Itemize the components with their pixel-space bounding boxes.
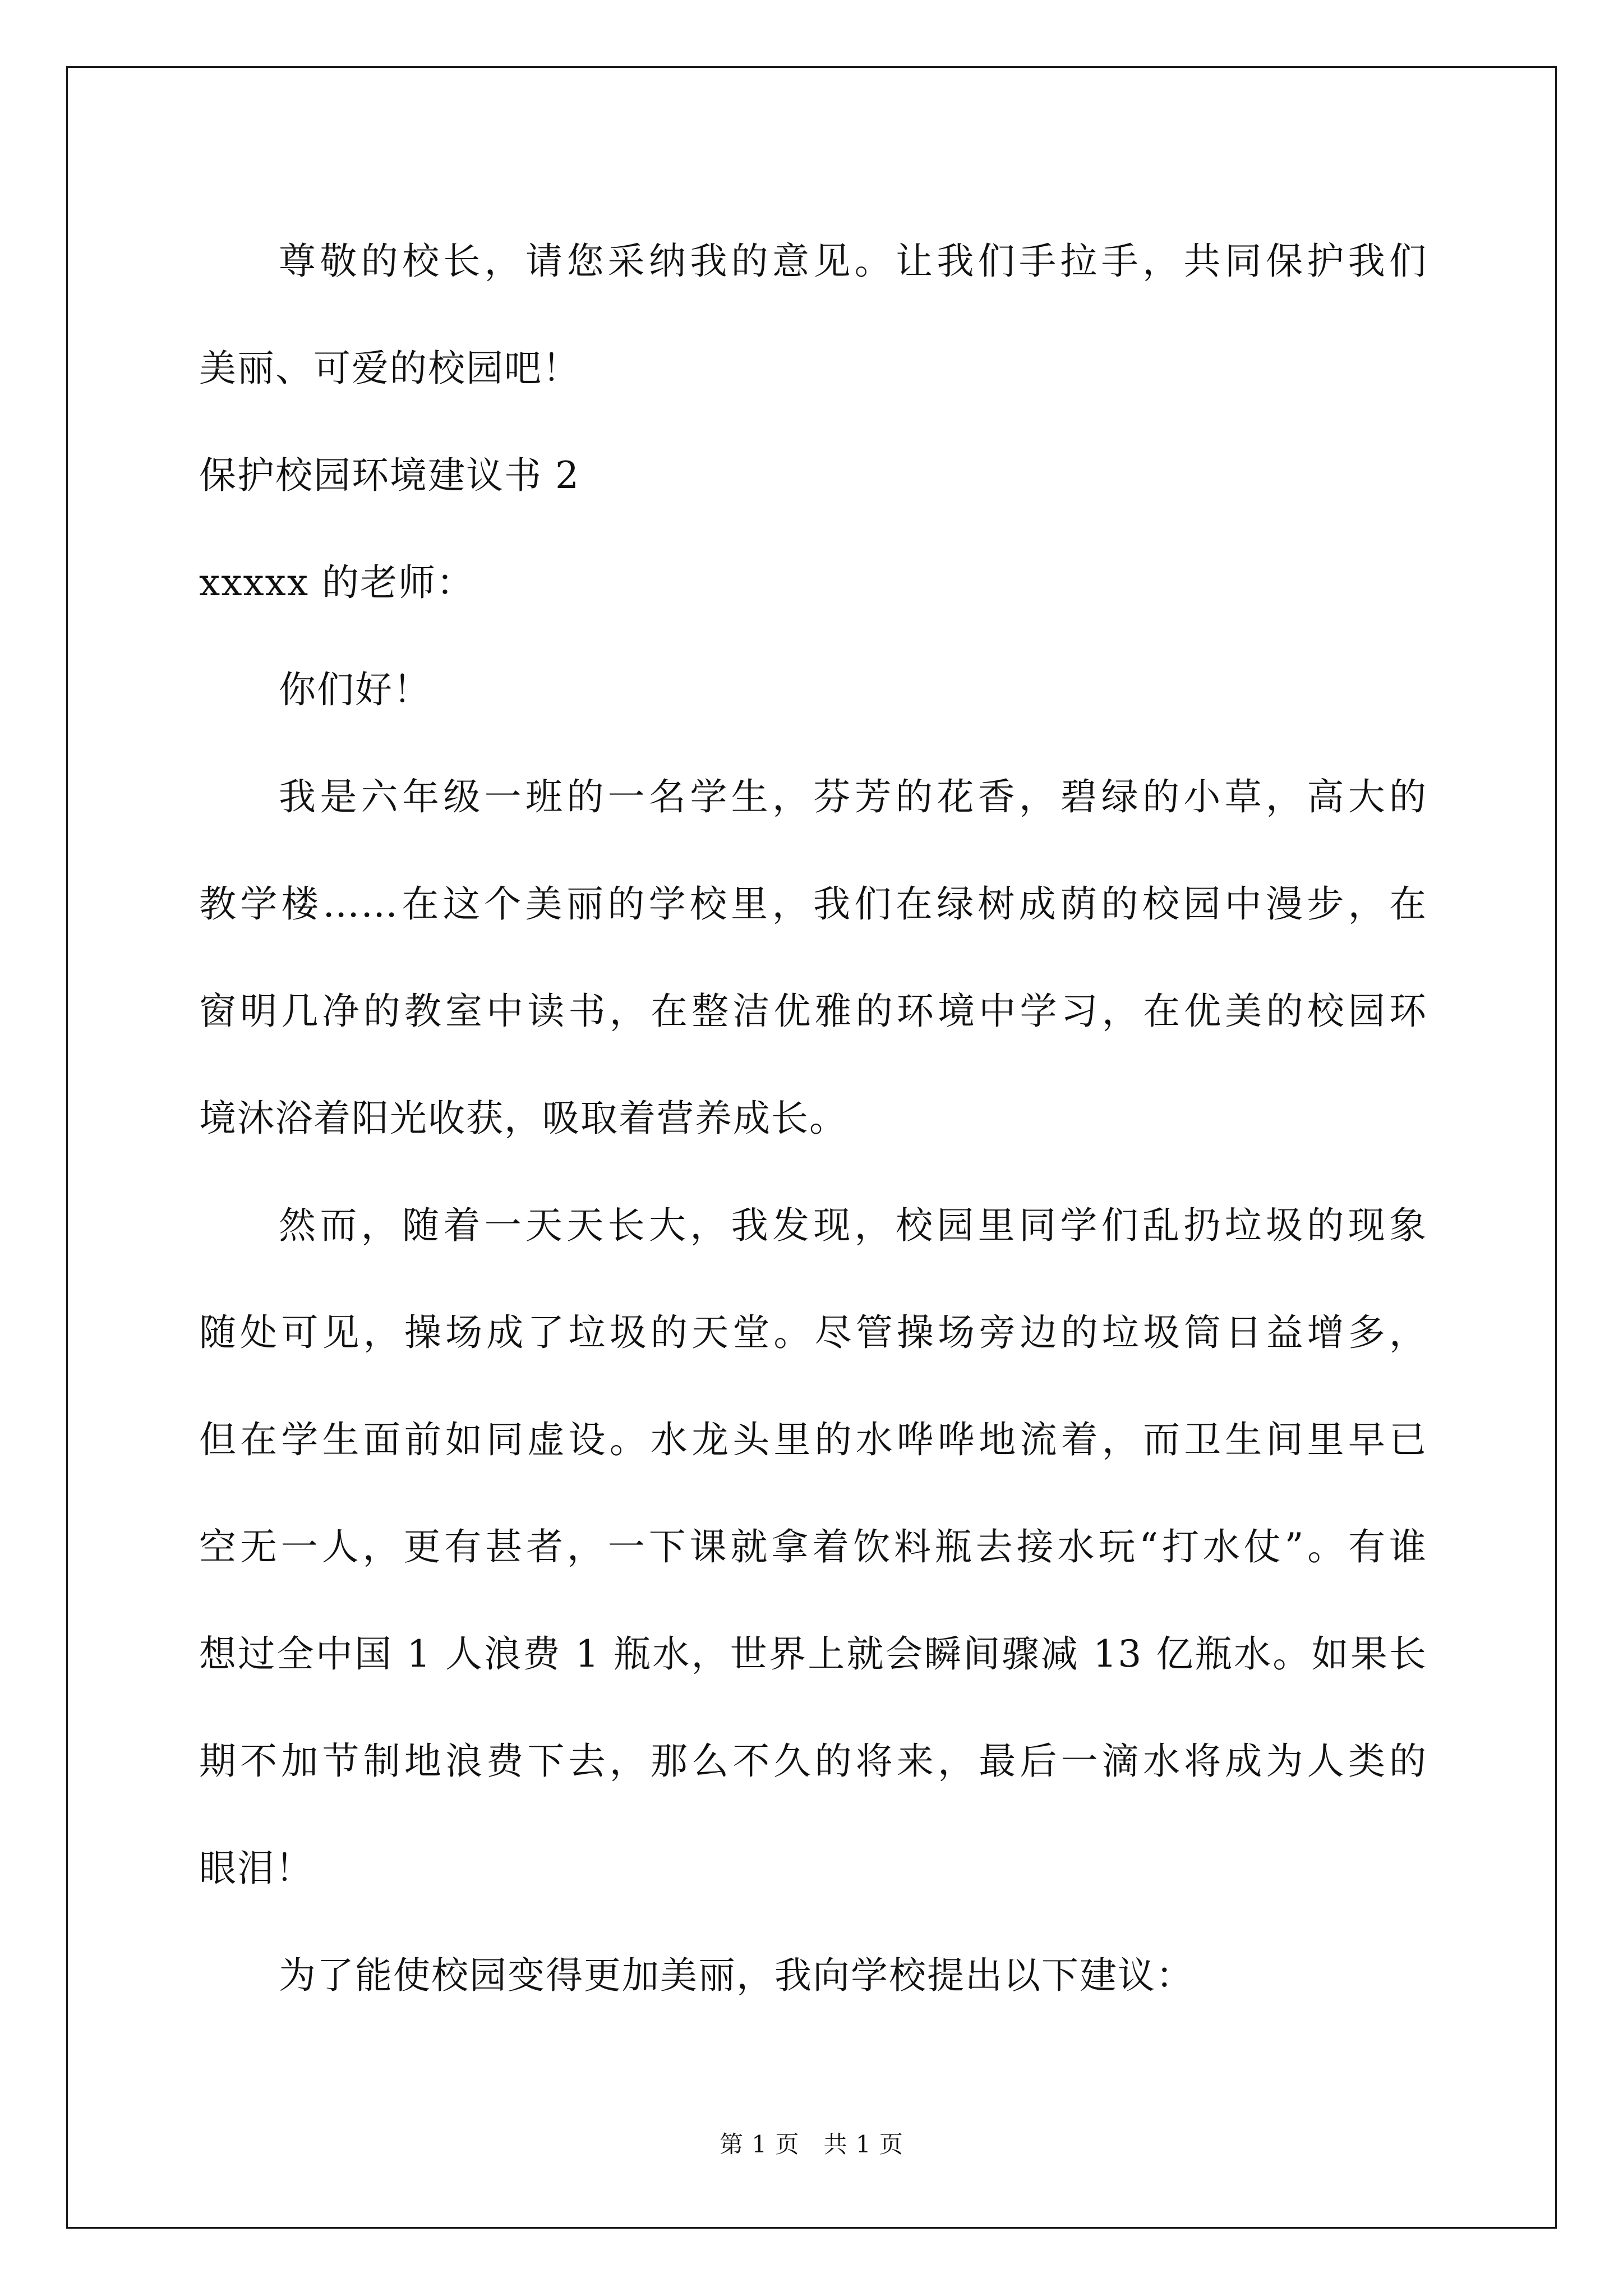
salutation: xxxxx 的老师：: [199, 561, 475, 604]
text-line: 想过全中国 1 人浪费 1 瓶水，世界上就会瞬间骤减 13 亿瓶水。如果长: [199, 1632, 1427, 1676]
greeting: 你们好！: [279, 668, 431, 711]
text-line: 随处可见，操场成了垃圾的天堂。尽管操场旁边的垃圾筒日益增多，: [199, 1311, 1427, 1354]
text-line: 但在学生面前如同虚设。水龙头里的水哗哗地流着，而卫生间里早已: [199, 1418, 1427, 1461]
text-line: 期不加节制地浪费下去，那么不久的将来，最后一滴水将成为人类的: [199, 1740, 1427, 1783]
section-heading: 保护校园环境建议书 2: [199, 454, 580, 497]
text-line: 尊敬的校长，请您采纳我的意见。让我们手拉手，共同保护我们: [279, 240, 1427, 283]
text-line: 为了能使校园变得更加美丽，我向学校提出以下建议：: [279, 1954, 1194, 1997]
page-footer: 第 1 页 共 1 页: [720, 2131, 903, 2158]
text-line: 我是六年级一班的一名学生，芬芳的花香，碧绿的小草，高大的: [279, 775, 1427, 818]
text-line: 教学楼……在这个美丽的学校里，我们在绿树成荫的校园中漫步，在: [199, 882, 1427, 926]
text-line: 空无一人，更有甚者，一下课就拿着饮料瓶去接水玩“打水仗”。有谁: [199, 1525, 1427, 1568]
text-line: 眼泪！: [199, 1847, 313, 1890]
document-body: [199, 208, 1427, 2029]
text-line: 窗明几净的教室中读书，在整洁优雅的环境中学习，在优美的校园环: [199, 990, 1427, 1033]
text-line: 然而，随着一天天长大，我发现，校园里同学们乱扔垃圾的现象: [279, 1204, 1427, 1247]
text-line: 境沐浴着阳光收获，吸取着营养成长。: [199, 1097, 847, 1140]
text-line: 美丽、可爱的校园吧！: [199, 347, 580, 390]
